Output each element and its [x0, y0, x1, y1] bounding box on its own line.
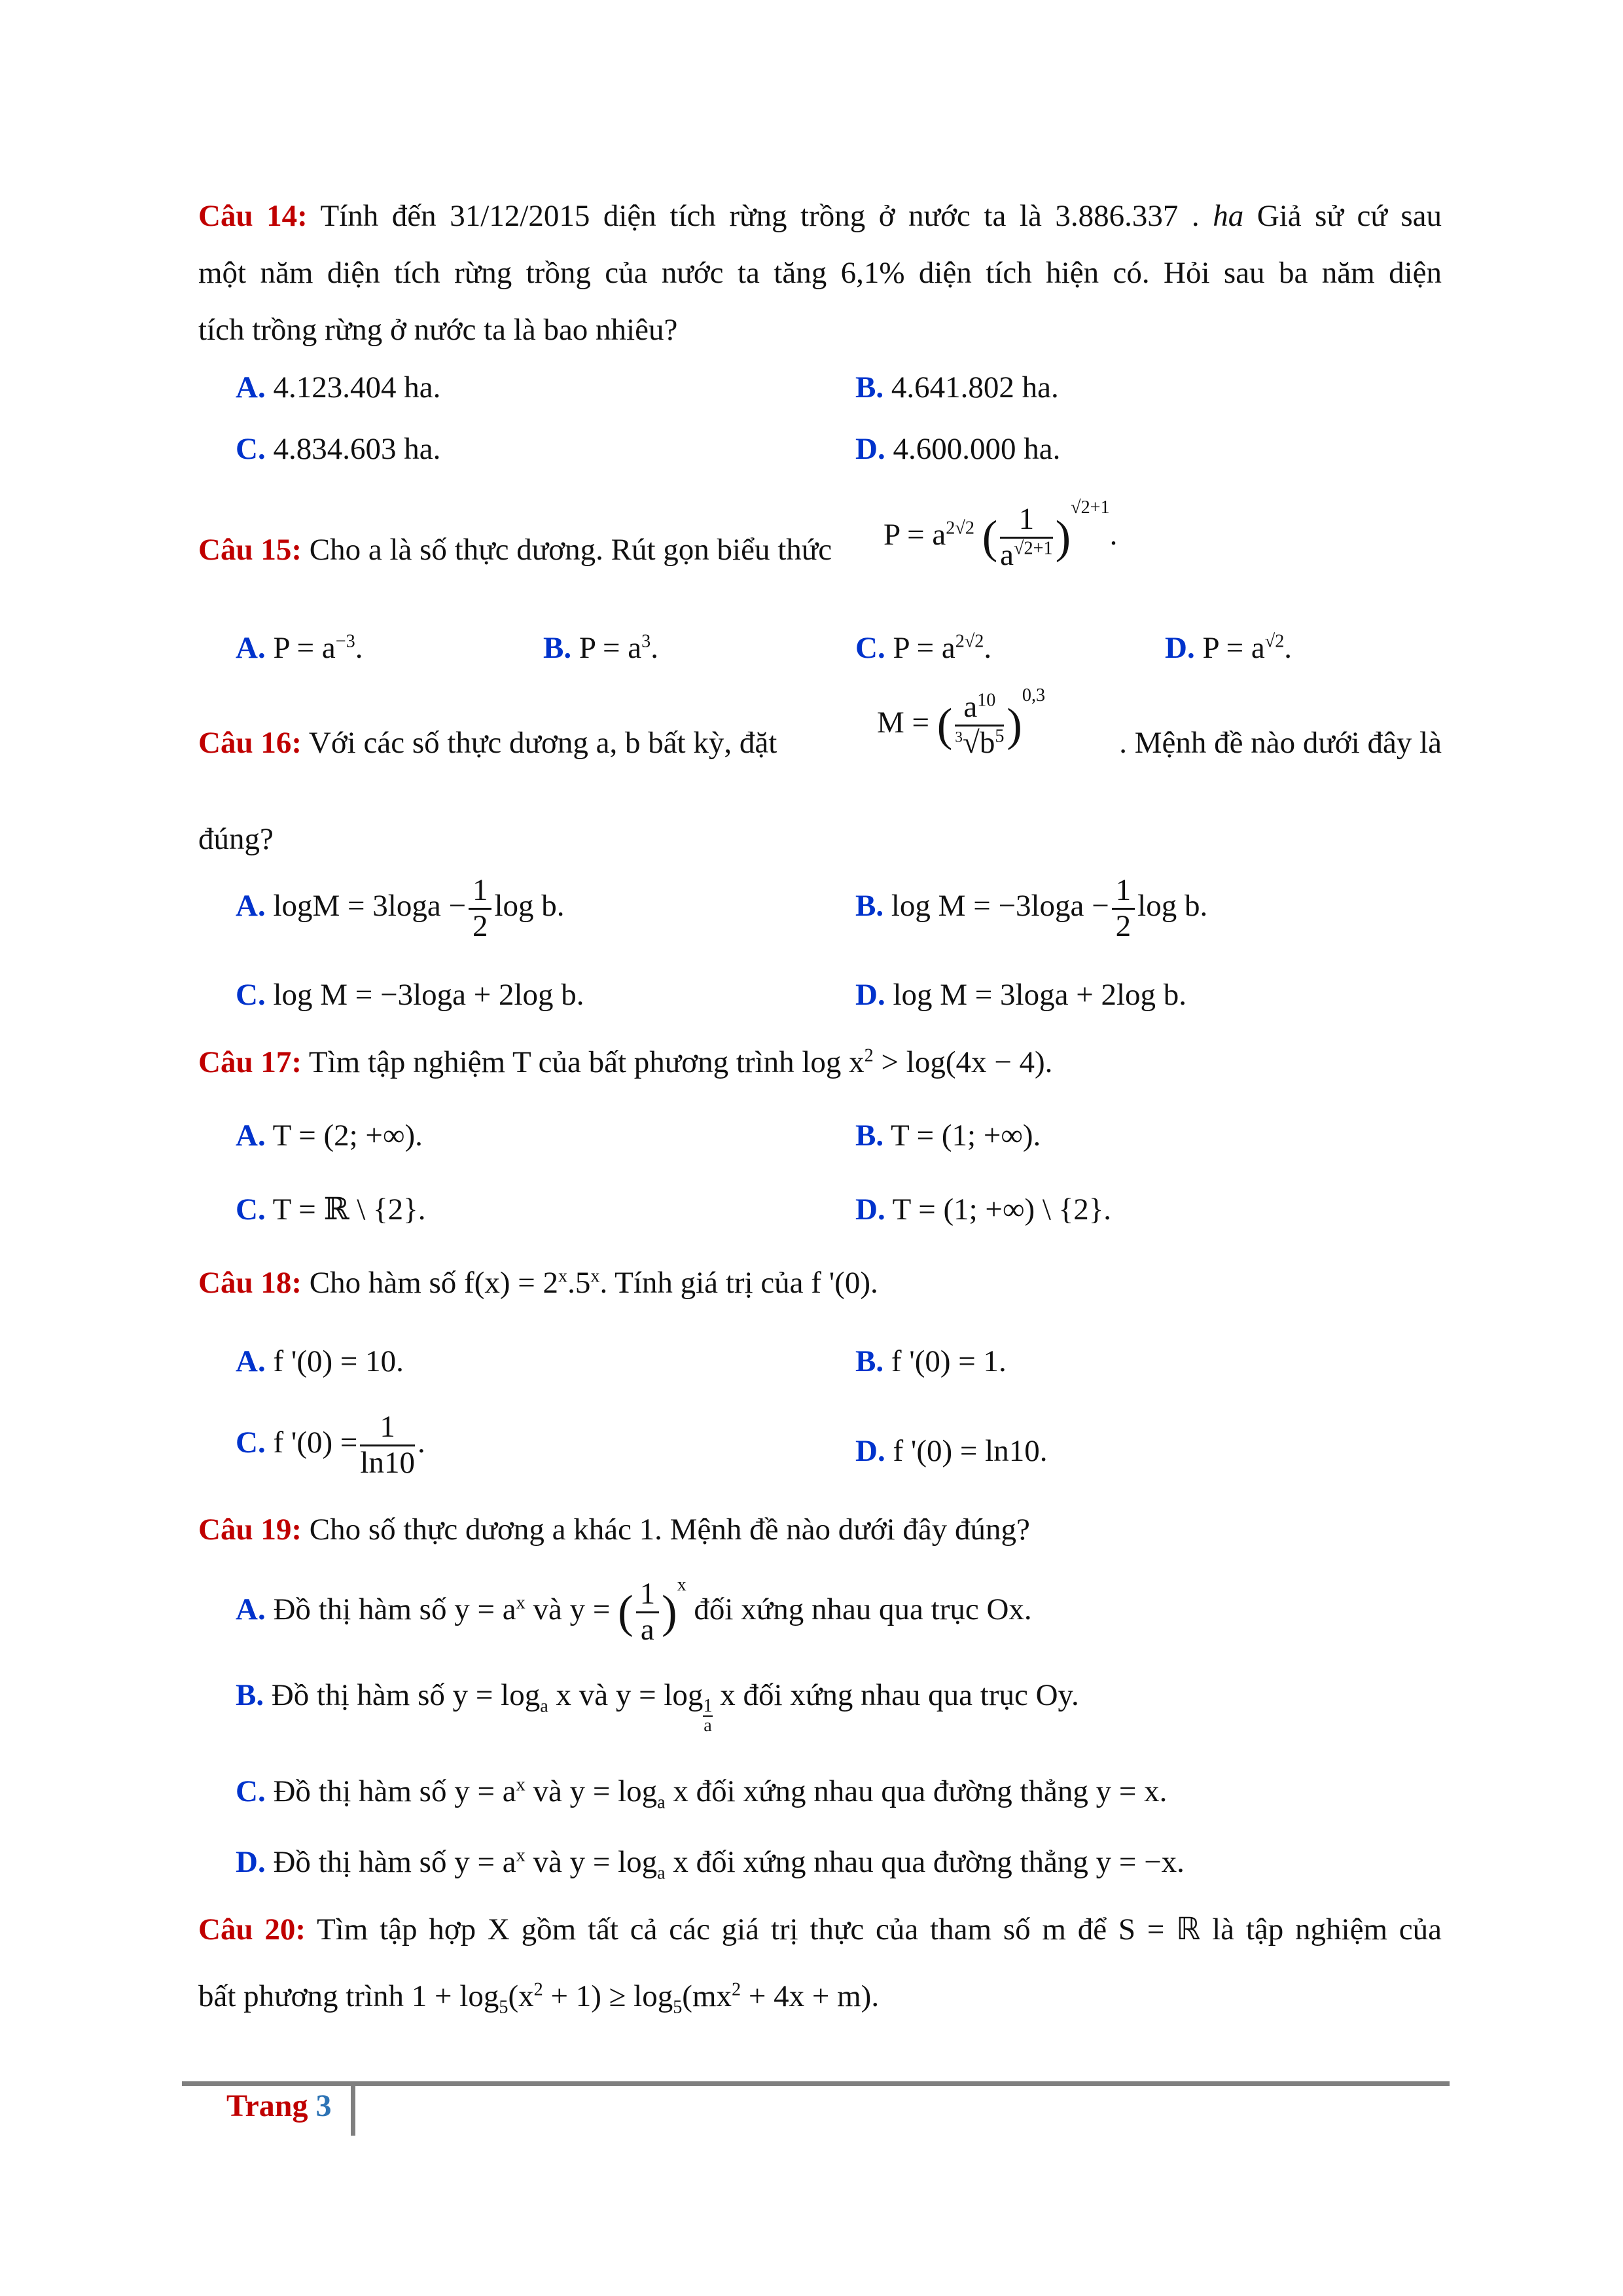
q16-line2: đúng? [198, 822, 274, 856]
q14-option-a[interactable]: A. 4.123.404 ha. [236, 370, 441, 404]
q17-option-b[interactable]: B. T = (1; +∞). [855, 1119, 1041, 1153]
q14-line1: Câu 14: Tính đến 31/12/2015 diện tích rừng trồng ở nước ta là 3.886.337 . ha Giả sử cứ sau [198, 199, 1442, 233]
q16-expression: M = ( $\frac{a^{10}}{^3√b^5}$ )$^{0,3}$ [877, 685, 1046, 760]
q19-question: Câu 19: Cho số thực dương a khác 1. Mệnh đề nào dưới đây đúng? [198, 1513, 1030, 1547]
q16-option-d[interactable]: D. log M = 3loga + 2log b. [855, 978, 1187, 1012]
q14-option-d[interactable]: D. 4.600.000 ha. [855, 432, 1061, 466]
q15-option-c[interactable]: C. $P = a^{2√2}$. [855, 631, 992, 665]
q14-option-c[interactable]: C. 4.834.603 ha. [236, 432, 441, 466]
page-footer: Trang 3 [226, 2089, 332, 2123]
q20-line2: bất phương trình $1 + \log_5(x^2 + 1) \ge \log_5(mx^2 + 4x + m)$. [198, 1979, 880, 2018]
q19-option-a[interactable]: A. Đồ thị hàm số $y = a^x$ và y = ( $\frac{1}{a}$ )$^x$ đối xứng nhau qua trục Ox. [236, 1574, 1032, 1647]
footer-divider [351, 2086, 355, 2136]
q16-question-tail: . Mệnh đề nào dưới đây là [1119, 726, 1442, 760]
q20-question: Câu 20: Tìm tập hợp X gồm tất cả các giá trị thực của tham số m để S = ℝ là tập nghiệm của [198, 1912, 1442, 1946]
q18-option-c[interactable]: C. f '(0) = $\frac{1}{\ln 10}$ . [236, 1410, 425, 1480]
q14-label: Câu 14: [198, 199, 308, 233]
q18-option-a[interactable]: A. f '(0) = 10. [236, 1344, 404, 1378]
q16-question: Câu 16: Với các số thực dương a, b bất kỳ, đặt [198, 726, 777, 760]
q18-option-d[interactable]: D. f '(0) = ln10. [855, 1434, 1048, 1468]
q14-option-b[interactable]: B. 4.641.802 ha. [855, 370, 1059, 404]
q17-question: Câu 17: Tìm tập nghiệm T của bất phương trình $\log x^2 > \log(4x - 4)$. [198, 1045, 1053, 1079]
footer-rule [182, 2081, 1450, 2086]
q18-question: Câu 18: Cho hàm số $f(x) = 2^x.5^x$. Tính giá trị của f '(0). [198, 1266, 878, 1300]
q15-option-d[interactable]: D. $P = a^{√2}$. [1165, 631, 1293, 665]
q17-option-c[interactable]: C. T = ℝ \ {2}. [236, 1193, 426, 1227]
q15-option-b[interactable]: B. $P = a^3$. [543, 631, 658, 665]
q16-option-b[interactable]: B. log M = −3loga − $\frac{1}{2}$ log b. [855, 873, 1208, 943]
q15-expression: $P = a^{2√2}$ ( $\frac{1}{a^{√2+1}}$ )$^{√2+1}$. [883, 497, 1118, 572]
q19-option-b[interactable]: B. Đồ thị hàm số $y = \log_a x$ và y = log $_{\frac{1}{a}}$ x đối xứng nhau qua trục Oy. [236, 1678, 1079, 1736]
q14-line3: tích trồng rừng ở nước ta là bao nhiêu? [198, 313, 678, 347]
page-number: 3 [315, 2089, 332, 2123]
q16-option-a[interactable]: A. logM = 3loga − $\frac{1}{2}$ log b. [236, 873, 565, 943]
q14-line2: một năm diện tích rừng trồng của nước ta tăng 6,1% diện tích hiện có. Hỏi sau ba năm diện [198, 256, 1442, 290]
q19-option-c[interactable]: C. Đồ thị hàm số $y = a^x$ và $y = \log_a x$ đối xứng nhau qua đường thẳng y = x. [236, 1774, 1168, 1813]
q15-option-a[interactable]: A. $P = a^{-3}$. [236, 631, 363, 665]
q17-option-d[interactable]: D. T = (1; +∞) \ {2}. [855, 1193, 1112, 1227]
q19-option-d[interactable]: D. Đồ thị hàm số $y = a^x$ và $y = \log_a x$ đối xứng nhau qua đường thẳng y = −x. [236, 1845, 1185, 1884]
q16-option-c[interactable]: C. log M = −3loga + 2log b. [236, 978, 584, 1012]
q17-option-a[interactable]: A. T = (2; +∞). [236, 1119, 423, 1153]
q18-option-b[interactable]: B. f '(0) = 1. [855, 1344, 1007, 1378]
q15-question: Câu 15: Cho a là số thực dương. Rút gọn biểu thức [198, 533, 832, 567]
